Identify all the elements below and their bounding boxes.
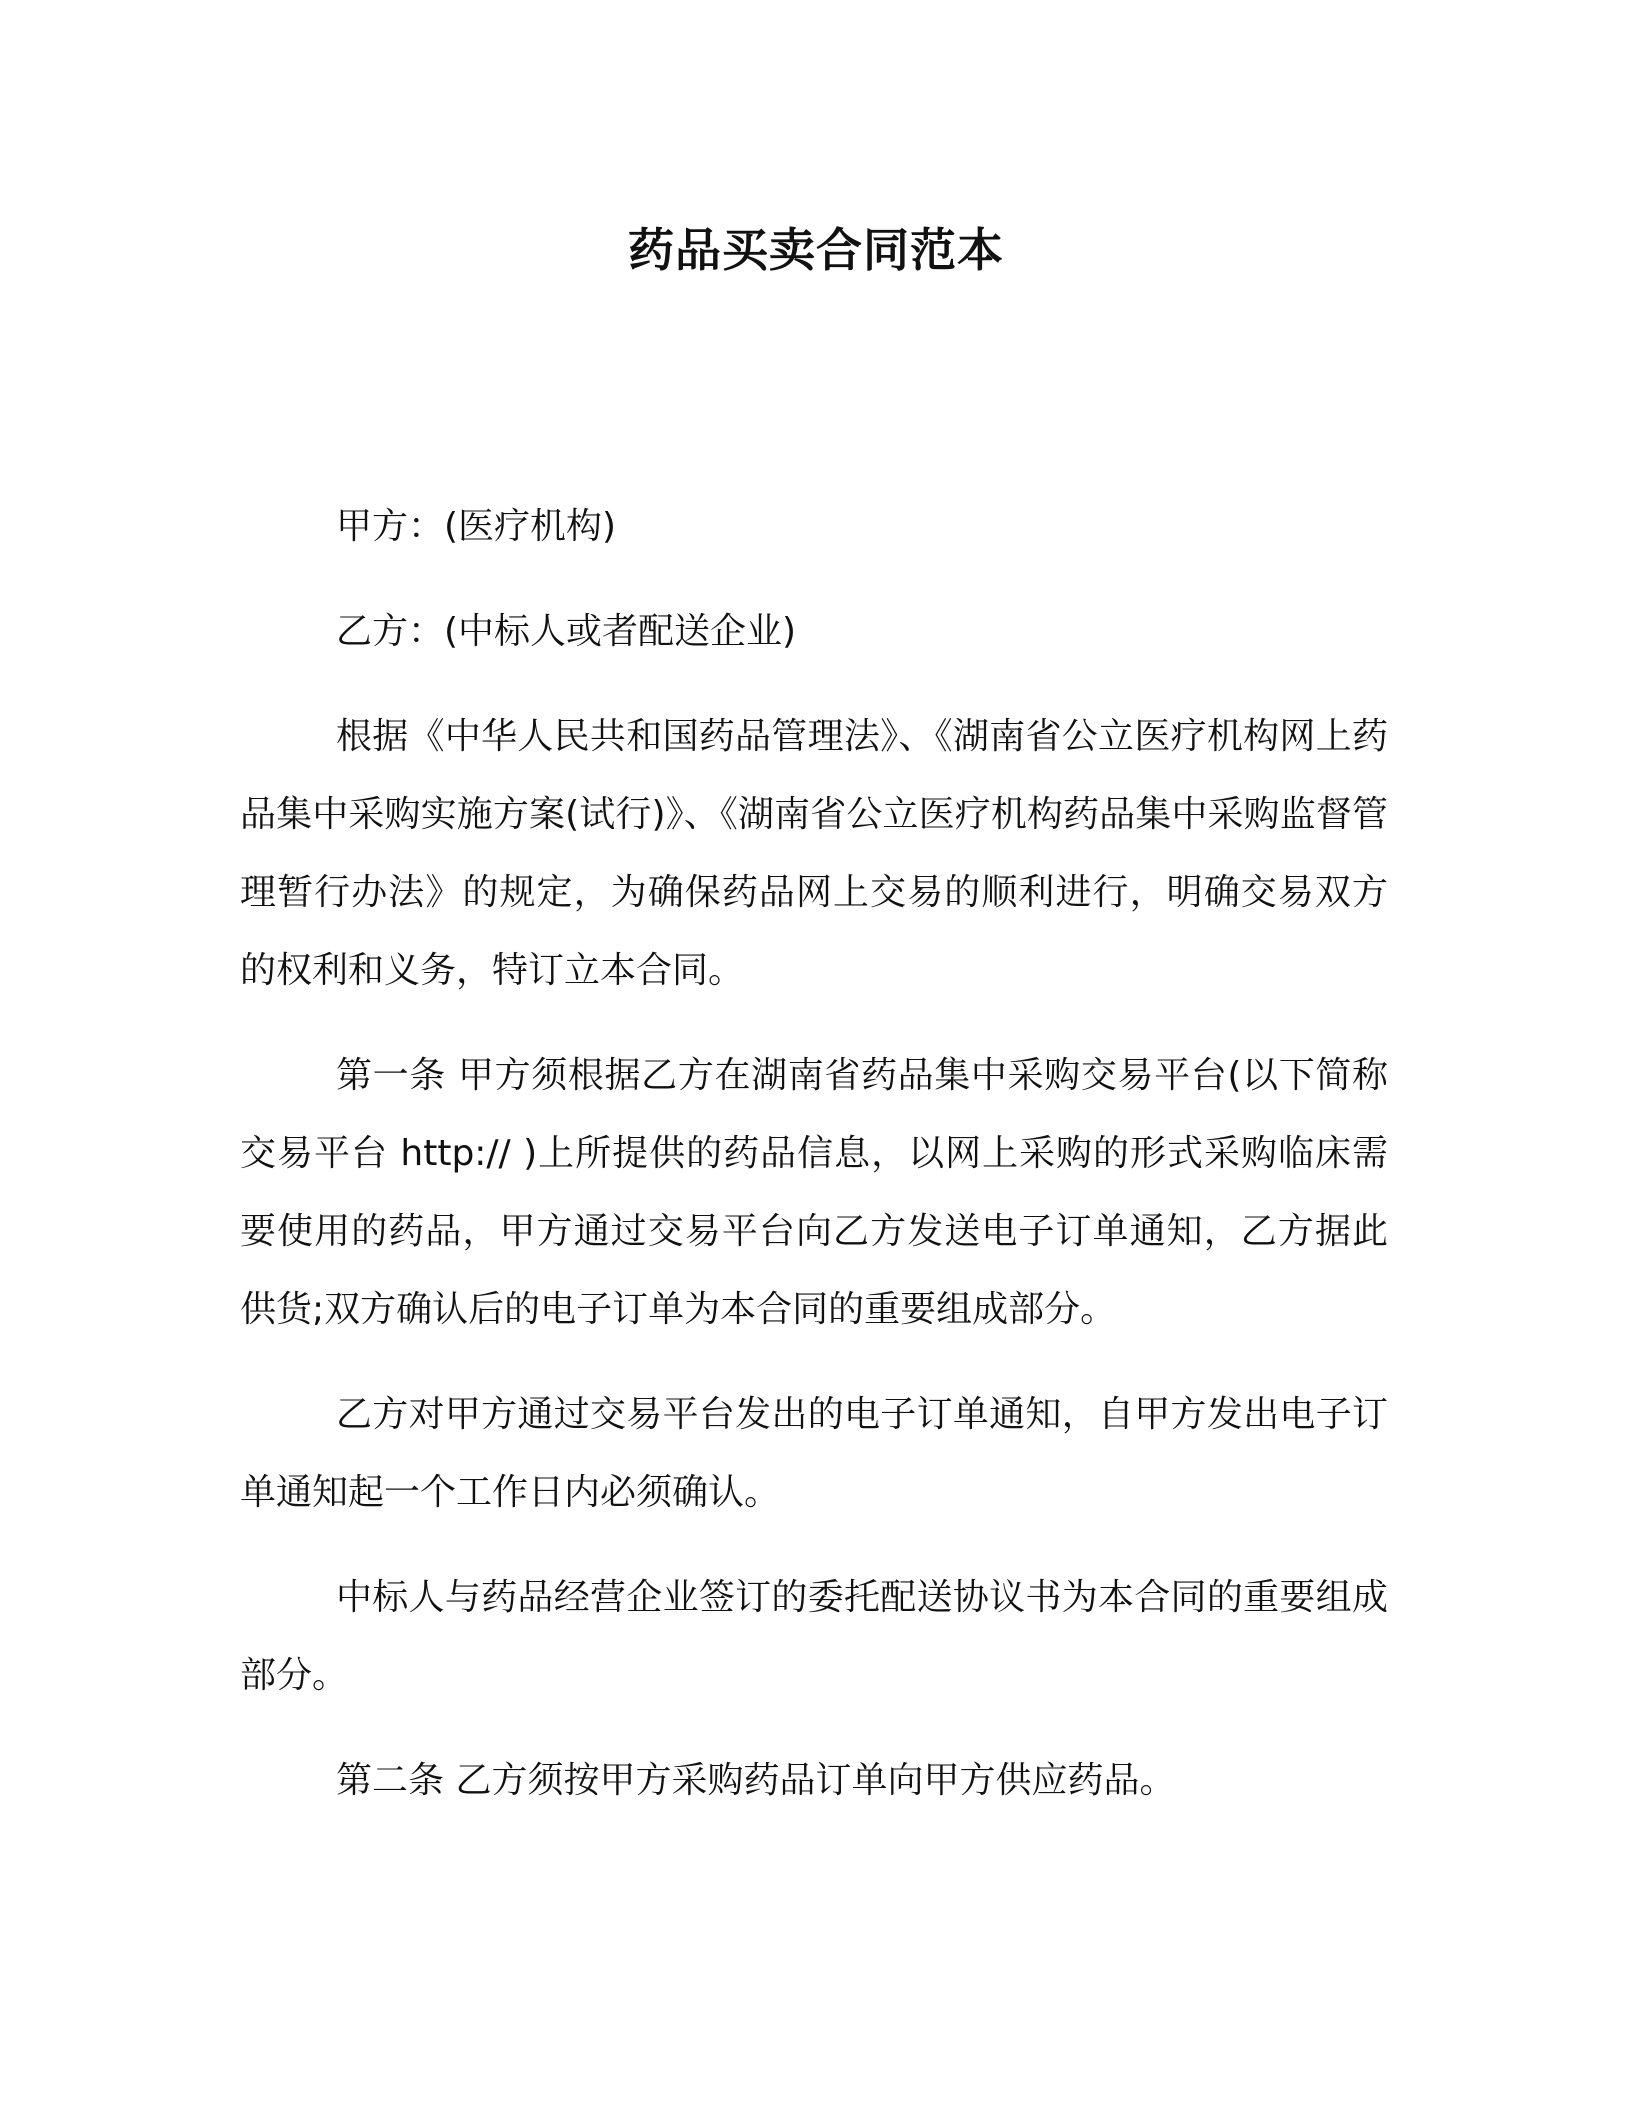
delivery-agreement-paragraph: 中标人与药品经营企业签订的委托配送协议书为本合同的重要组成部分。	[240, 1577, 1388, 1696]
preamble-paragraph: 根据《中华人民共和国药品管理法》、《湖南省公立医疗机构网上药品集中采购实施方案(试行)》、《湖南省公立医疗机构药品集中采购监督管理暂行办法》的规定，为确保药品网上交易的顺利进行，明确交易双方的权利和义务，特订立本合同。	[240, 716, 1388, 991]
article-2-paragraph: 第二条 乙方须按甲方采购药品订单向甲方供应药品。	[336, 1760, 1176, 1801]
document-body	[240, 488, 1388, 1847]
party-a-line: 甲方：(医疗机构)	[336, 506, 617, 547]
party-b-line: 乙方：(中标人或者配送企业)	[336, 611, 797, 652]
document-title: 药品买卖合同范本	[628, 223, 1004, 277]
order-confirmation-paragraph: 乙方对甲方通过交易平台发出的电子订单通知，自甲方发出电子订单通知起一个工作日内必须确认。	[240, 1394, 1388, 1513]
article-1-paragraph: 第一条 甲方须根据乙方在湖南省药品集中采购交易平台(以下简称交易平台 http:// )上所提供的药品信息，以网上采购的形式采购临床需要使用的药品，甲方通过交易平台向乙方发送电子订单通知，乙方据此供货;双方确认后的电子订单为本合同的重要组成部分。	[240, 1055, 1388, 1330]
